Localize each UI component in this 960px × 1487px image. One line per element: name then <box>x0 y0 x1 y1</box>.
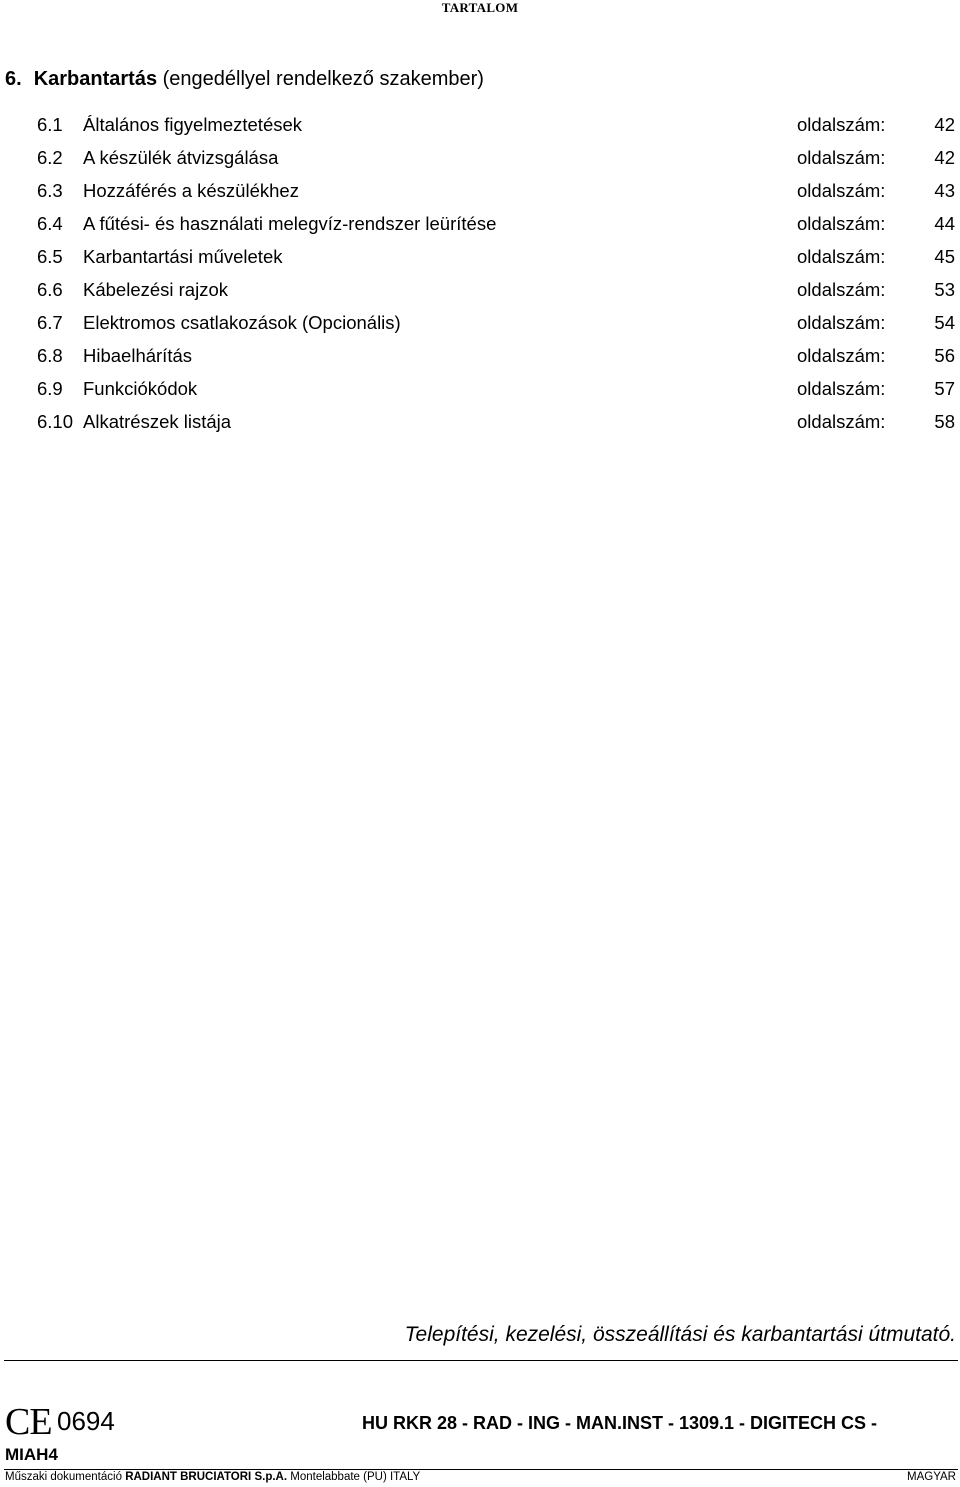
document-code: HU RKR 28 - RAD - ING - MAN.INST - 1309.1 - DIGITECH CS - <box>362 1413 878 1433</box>
toc-page-word: oldalszám: <box>797 180 886 201</box>
section-title-rest: (engedéllyel rendelkező szakember) <box>162 68 484 90</box>
toc-page-word: oldalszám: <box>797 378 886 399</box>
toc-page-word: oldalszám: <box>797 114 886 135</box>
footer-tagline: Telepítési, kezelési, összeállítási és karbantartási útmutató. <box>404 1323 956 1346</box>
toc-number: 6.6 <box>37 279 63 300</box>
toc-number: 6.1 <box>37 114 63 135</box>
toc-number: 6.8 <box>37 345 63 366</box>
footer-divider-top <box>4 1360 958 1361</box>
toc-page-number: 54 <box>934 312 955 333</box>
toc-page-number: 43 <box>934 180 955 201</box>
toc-label: Karbantartási műveletek <box>83 246 283 267</box>
toc-row[interactable] <box>37 246 957 279</box>
ce-mark-logo: CE <box>5 1401 52 1443</box>
toc-list <box>37 114 957 444</box>
toc-page-number: 45 <box>934 246 955 267</box>
section-number: 6. <box>5 68 22 90</box>
toc-label: Elektromos csatlakozások (Opcionális) <box>83 312 401 333</box>
toc-number: 6.5 <box>37 246 63 267</box>
toc-page-number: 53 <box>934 279 955 300</box>
toc-page-word: oldalszám: <box>797 411 886 432</box>
footer-company: RADIANT BRUCIATORI S.p.A. <box>125 1471 288 1483</box>
toc-number: 6.7 <box>37 312 63 333</box>
toc-page-number: 42 <box>934 114 955 135</box>
toc-label: Hozzáférés a készülékhez <box>83 180 299 201</box>
toc-number: 6.10 <box>37 411 74 432</box>
toc-label: Alkatrészek listája <box>83 411 232 432</box>
toc-label: Általános figyelmeztetések <box>83 114 303 135</box>
toc-row[interactable] <box>37 279 957 312</box>
toc-row[interactable] <box>37 147 957 180</box>
footer-language: MAGYAR <box>907 1471 956 1483</box>
toc-number: 6.4 <box>37 213 63 234</box>
toc-page-word: oldalszám: <box>797 312 886 333</box>
toc-label: Funkciókódok <box>83 378 198 399</box>
document-code-continuation: MIAH4 <box>5 1445 58 1464</box>
toc-number: 6.9 <box>37 378 63 399</box>
toc-label: Kábelezési rajzok <box>83 279 228 300</box>
toc-page-word: oldalszám: <box>797 246 886 267</box>
toc-number: 6.3 <box>37 180 63 201</box>
toc-label: A fűtési- és használati melegvíz-rendszer leürítése <box>83 213 497 234</box>
section-title-bold: Karbantartás <box>33 68 158 90</box>
toc-page-word: oldalszám: <box>797 147 886 168</box>
section-heading <box>5 68 484 91</box>
toc-page-number: 57 <box>934 378 955 399</box>
toc-page-word: oldalszám: <box>797 345 886 366</box>
toc-label: A készülék átvizsgálása <box>83 147 279 168</box>
toc-row[interactable] <box>37 411 957 444</box>
footer-publisher <box>5 1471 420 1483</box>
toc-page-number: 42 <box>934 147 955 168</box>
toc-row[interactable] <box>37 114 957 147</box>
toc-row[interactable] <box>37 378 957 411</box>
footer-divider-bottom <box>4 1469 958 1470</box>
toc-row[interactable] <box>37 312 957 345</box>
toc-number: 6.2 <box>37 147 63 168</box>
toc-row[interactable] <box>37 345 957 378</box>
toc-label: Hibaelhárítás <box>83 345 193 366</box>
toc-page-word: oldalszám: <box>797 213 886 234</box>
footer-prefix: Műszaki dokumentáció <box>5 1471 122 1483</box>
page-header-title: TARTALOM <box>441 0 519 15</box>
ce-notified-body-number: 0694 <box>57 1406 115 1436</box>
toc-page-number: 58 <box>934 411 955 432</box>
toc-page-number: 44 <box>934 213 955 234</box>
toc-page-word: oldalszám: <box>797 279 886 300</box>
toc-page-number: 56 <box>934 345 955 366</box>
footer-location: Montelabbate (PU) ITALY <box>290 1471 421 1483</box>
toc-row[interactable] <box>37 213 957 246</box>
toc-row[interactable] <box>37 180 957 213</box>
